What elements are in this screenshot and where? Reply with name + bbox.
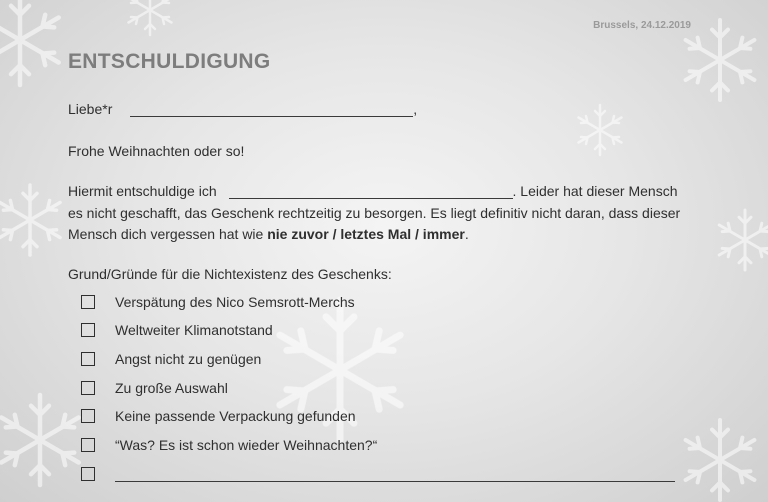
apology-part1: Hiermit entschuldige ich [68, 183, 217, 199]
reason-label: “Was? Es ist schon wieder Weihnachten?“ [115, 437, 378, 453]
reasons-heading: Grund/Gründe für die Nichtexistenz des Geschenks: [68, 266, 392, 282]
apology-part2: . Leider hat dieser Mensch [512, 183, 678, 199]
checkbox[interactable] [81, 467, 95, 481]
reason-label: Weltweiter Klimanotstand [115, 322, 273, 338]
apology-line-1 [68, 183, 678, 199]
greeting-line: Frohe Weihnachten oder so! [68, 143, 245, 159]
dateline: Brussels, 24.12.2019 [593, 20, 691, 31]
apology-line-2: es nicht geschafft, das Geschenk rechtzeitig zu besorgen. Es liegt definitiv nicht daran, dass dieser [68, 205, 681, 221]
checkbox[interactable] [81, 352, 95, 366]
checkbox[interactable] [81, 438, 95, 452]
apology-line3-suffix: . [464, 226, 469, 242]
reason-label: Zu große Auswahl [115, 380, 228, 396]
apology-line3-prefix: Mensch dich vergessen hat wie [68, 226, 268, 242]
apology-line-3 [68, 226, 469, 242]
salutation-prefix: Liebe*r [68, 101, 113, 117]
checkbox[interactable] [81, 381, 95, 395]
reason-label: Keine passende Verpackung gefunden [115, 408, 356, 424]
page-title: ENTSCHULDIGUNG [68, 50, 271, 73]
other-reason-blank[interactable] [115, 467, 675, 482]
checkbox[interactable] [81, 323, 95, 337]
checkbox[interactable] [81, 295, 95, 309]
salutation-suffix: , [413, 101, 418, 117]
recipient-blank[interactable] [130, 102, 413, 117]
sender-blank[interactable] [229, 184, 513, 199]
checkbox[interactable] [81, 409, 95, 423]
reason-label: Angst nicht zu genügen [115, 351, 262, 367]
salutation-line [68, 101, 417, 117]
apology-line3-bold: nie zuvor / letztes Mal / immer [267, 226, 465, 242]
reason-label: Verspätung des Nico Semsrott-Merchs [115, 294, 355, 310]
